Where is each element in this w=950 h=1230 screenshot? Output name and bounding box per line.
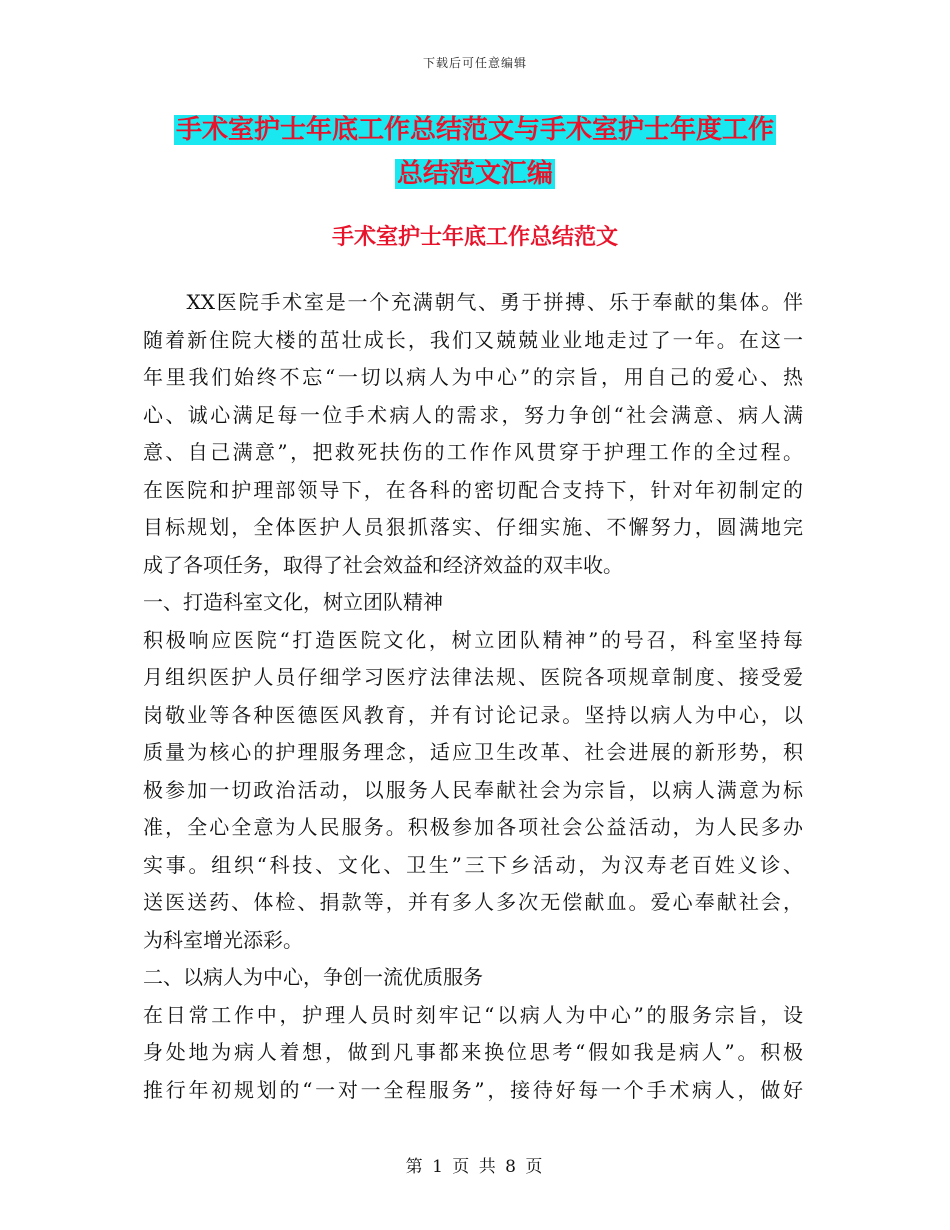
header-note: 下载后可任意编辑 <box>422 56 527 70</box>
body-line: 意、自己满意”，把救死扶伤的工作作风贯穿于护理工作的全过程。 <box>143 440 803 464</box>
body-line: 目标规划，全体医护人员狠抓落实、仔细实施、不懈努力，圆满地完 <box>143 515 803 539</box>
page-footer: 第 1 页 共 8 页 <box>405 1157 545 1177</box>
body-line: 成了各项任务，取得了社会效益和经济效益的双丰收。 <box>143 552 623 577</box>
body-text <box>143 284 803 1109</box>
body-line: 质量为核心的护理服务理念，适应卫生改革、社会进展的新形势，积 <box>143 740 803 764</box>
body-line: 在日常工作中，护理人员时刻牢记“以病人为中心”的服务宗旨，设 <box>143 1002 803 1027</box>
title-highlight-2: 总结范文汇编 <box>396 159 553 189</box>
body-line: 随着新住院大楼的茁壮成长，我们又兢兢业业地走过了一年。在这一 <box>143 327 803 352</box>
section-heading-2: 二、以病人为中心，争创一流优质服务 <box>143 965 483 989</box>
body-line: 推行年初规划的“一对一全程服务”，接待好每一个手术病人，做好 <box>143 1077 803 1102</box>
body-line: 实事。组织“科技、文化、卫生”三下乡活动，为汉寿老百姓义诊、 <box>143 852 803 877</box>
body-line: 年里我们始终不忘“一切以病人为中心”的宗旨，用自己的爱心、热 <box>143 365 803 389</box>
body-line: XX医院手术室是一个充满朝气、勇于拼搏、乐于奉献的集体。伴 <box>143 290 803 314</box>
body-line: 为科室增光添彩。 <box>143 927 303 952</box>
body-line: 岗敬业等各种医德医风教育，并有讨论记录。坚持以病人为中心，以 <box>143 702 803 727</box>
body-line: 准，全心全意为人民服务。积极参加各项社会公益活动，为人民多办 <box>143 815 803 839</box>
body-line: 积极响应医院“打造医院文化，树立团队精神”的号召，科室坚持每 <box>143 627 803 652</box>
body-line: 在医院和护理部领导下，在各科的密切配合支持下，针对年初制定的 <box>143 477 803 502</box>
section-title: 手术室护士年底工作总结范文 <box>331 225 618 250</box>
body-line: 心、诚心满足每一位手术病人的需求，努力争创“社会满意、病人满 <box>143 402 803 427</box>
document-title-line-2 <box>0 155 950 193</box>
body-line: 月组织医护人员仔细学习医疗法律法规、医院各项规章制度、接受爱 <box>143 665 803 689</box>
title-highlight-1: 手术室护士年底工作总结范文与手术室护士年度工作 <box>175 115 774 145</box>
section-heading-1: 一、打造科室文化，树立团队精神 <box>143 590 443 614</box>
document-title-line-1 <box>0 111 950 149</box>
body-line: 极参加一切政治活动，以服务人民奉献社会为宗旨，以病人满意为标 <box>143 777 803 802</box>
body-line: 送医送药、体检、捐款等，并有多人多次无偿献血。爱心奉献社会， <box>143 890 803 914</box>
body-line: 身处地为病人着想，做到凡事都来换位思考“假如我是病人”。积极 <box>143 1040 803 1064</box>
